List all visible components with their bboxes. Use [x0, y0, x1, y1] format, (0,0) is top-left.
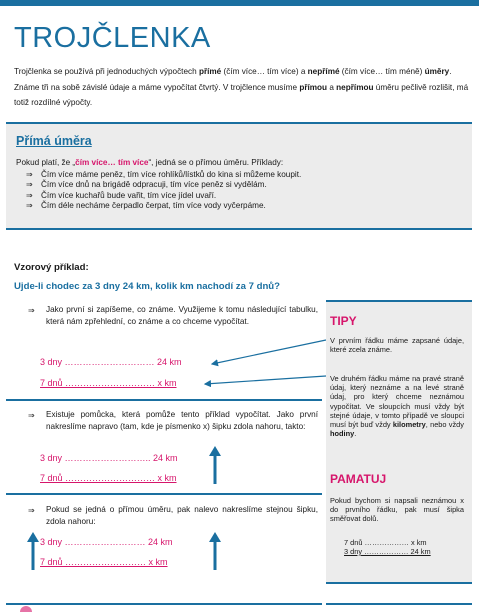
prima-umera-definition: Pokud platí, že „čím více… tím více“, jedná se o přímou úměru. Příklady: [16, 158, 284, 167]
list-item: ⇒ Čím více kuchařů bude vařit, tím více jídel uvaří. [32, 191, 301, 201]
tips-title: TIPY [330, 314, 357, 328]
next-section-icon [20, 606, 32, 612]
table-row: 7 dnů ………………………… x km [40, 473, 177, 483]
up-arrow-icon [209, 532, 221, 570]
step-3-text: Pokud se jedná o přímou úměru, pak nalevo nakreslíme stejnou šipku, zdola nahoru: [46, 505, 318, 526]
step-1-text: Jako první si zapíšeme, co známe. Využijeme k tomu následující tabulku, která nám zpřehlední, co známe a co chceme vypočítat. [46, 305, 318, 326]
step-2-text: Existuje pomůcka, která pomůže tento příklad vypočítat. Jako první nakreslíme napravo (tam, kde je písmenko x) šipku zdola nahoru, takto: [46, 410, 318, 431]
tip-arrow-icon [205, 376, 326, 384]
tips-box [326, 300, 472, 584]
double-arrow-right-icon: ⇒ [28, 506, 35, 515]
mini-row: 7 dnů ……………… x km [344, 538, 427, 547]
table-row: 3 dny ……………………… 24 km [40, 537, 173, 547]
tips-text-1: V prvním řádku máme zapsané údaje, které zcela známe. [330, 336, 464, 355]
intro-paragraph: Trojčlenka se používá při jednoduchých výpočtech přímé (čím více… tím více) a nepřímé (čím více… tím méně) úměry. Známe tři na sobě závislé údaje a máme vypočítat čtvrtý. V trojčlence musíme přímou a nepřímou úměru pečlivě rozlišit, má totiž rozdílné výpočty. [14, 67, 469, 108]
example-question: Ujde-li chodec za 3 dny 24 km, kolik km nachodí za 7 dnů? [14, 281, 281, 292]
table-row: 3 dny ………………………… 24 km [40, 357, 182, 367]
tips-text-2: Ve druhém řádku máme na pravé straně údaj, který neznáme a na levé straně údaj, pro který chceme neznámou vypočítat. Ve sloupcích musí vždy být stejné údaje, v tomto případě ve sloupci musí být buď vždy kilometry, nebo vždy hodiny. [330, 374, 464, 439]
table-row: 7 dnů ……………………… x km [40, 557, 168, 567]
pamatuj-title: PAMATUJ [330, 472, 387, 486]
pamatuj-text: Pokud bychom si napsali neznámou x do prvního řádku, pak musí šipka směřovat dolů. [330, 496, 464, 524]
double-arrow-right-icon: ⇒ [28, 411, 35, 420]
tip-arrow-icon [212, 340, 326, 364]
list-item: ⇒ Čím déle necháme čerpadlo čerpat, tím více vody vyčerpáme. [32, 201, 301, 211]
example-label: Vzorový příklad: [14, 262, 89, 273]
section-divider [326, 603, 472, 605]
page-title: TROJČLENKA [14, 22, 211, 54]
table-row: 7 dnů ………………………… x km [40, 378, 177, 388]
section-divider [6, 603, 322, 605]
up-arrow-icon [27, 532, 39, 570]
list-item: ⇒ Čím více dnů na brigádě odpracuji, tím více peněz si vydělám. [32, 180, 301, 190]
list-item: ⇒ Čím více máme peněz, tím více rohlíků/lístků do kina si můžeme koupit. [32, 170, 301, 180]
prima-umera-title: Přímá úměra [16, 134, 92, 148]
up-arrow-icon [209, 446, 221, 484]
mini-row: 3 dny ……………… 24 km [344, 547, 431, 556]
double-arrow-right-icon: ⇒ [28, 306, 35, 315]
table-row: 3 dny ……………………….. 24 km [40, 453, 178, 463]
